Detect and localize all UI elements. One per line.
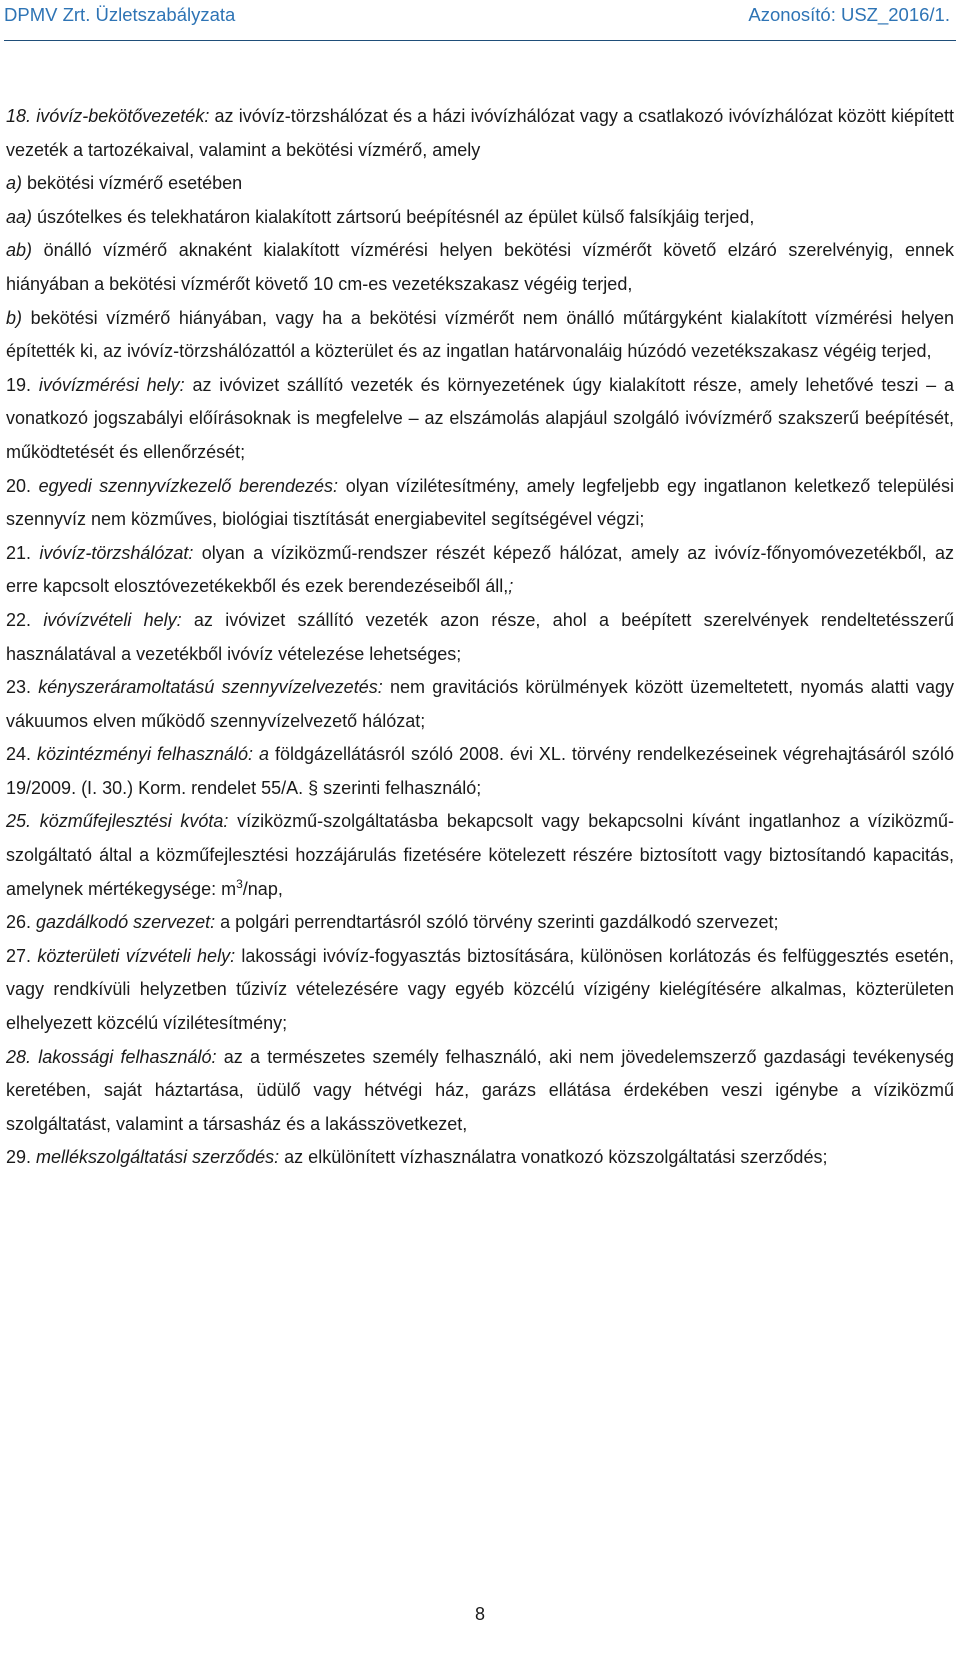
sub-label: a) bbox=[6, 173, 23, 194]
definition-term: ivóvízvételi hely: bbox=[43, 609, 182, 630]
definition-term: ivóvíz-bekötővezeték: bbox=[36, 106, 210, 126]
definition-18-a bbox=[6, 167, 954, 201]
definition-number: 27. bbox=[6, 945, 32, 966]
definition-term: egyedi szennyvízkezelő berendezés: bbox=[38, 475, 339, 496]
definition-number: 25. bbox=[6, 811, 32, 832]
sub-text: önálló vízmérő aknaként kialakított vízmérési helyen bekötési vízmérőt követő elzáró szerelvényig, ennek hiányában a bekötési vízmérőt követő 10 cm-es vezetékszakasz végéig terjed, bbox=[6, 240, 954, 294]
definition-term: ivóvízmérési hely: bbox=[38, 374, 185, 395]
definition-article: a bbox=[259, 744, 270, 765]
definition-text: lakossági ivóvíz-fogyasztás biztosítására, különösen korlátozás és felfüggesztés esetén, vagy rendkívüli helyzetben tűzivíz vételezésére vagy egyéb közcélú vízigény kielégítésére alkalmas, közterületen elhelyezett közcélú vízilétesítmény; bbox=[6, 945, 954, 1034]
definition-text: az elkülönített vízhasználatra vonatkozó közszolgáltatási szerződés; bbox=[284, 1147, 828, 1168]
definition-22 bbox=[6, 604, 954, 671]
definition-25 bbox=[6, 805, 954, 906]
definition-text: olyan vízilétesítmény, amely legfeljebb egy ingatlanon keletkező települési szennyvíz nem közműves, biológiai tisztítását energiabevitel segítségével végzi; bbox=[6, 475, 954, 530]
definition-term: közműfejlesztési kvóta: bbox=[39, 811, 229, 832]
definition-text: olyan a víziközmű-rendszer részét képező hálózat, amely az ivóvíz-főnyomóvezetékből, az erre kapcsolt elosztóvezetékekből és ezek berendezéseiből áll, bbox=[6, 542, 954, 597]
definition-number: 26. bbox=[6, 912, 32, 933]
page-header bbox=[4, 0, 956, 41]
definition-term: kényszeráramoltatású szennyvízelvezetés: bbox=[38, 677, 383, 698]
definition-term: közterületi vízvételi hely: bbox=[37, 945, 236, 966]
definition-18-b bbox=[6, 302, 954, 369]
definition-text: az ivóvizet szállító vezeték azon része, ahol a beépített szerelvények rendeltetésszerű használatával a vezetékből ivóvíz vételezése lehetséges; bbox=[6, 609, 954, 664]
definition-24 bbox=[6, 738, 954, 805]
definition-18 bbox=[6, 100, 954, 167]
definition-28 bbox=[6, 1041, 954, 1142]
definition-23 bbox=[6, 671, 954, 738]
sub-text: bekötési vízmérő hiányában, vagy ha a bekötési vízmérőt nem önálló műtárgyként kialakított vízmérési helyen építették ki, az ivóvíz-törzshálózattól a közterület és az ingatlan határvonaláig húzódó vezetékszakasz végéig terjed, bbox=[6, 307, 954, 362]
sub-text: úszótelkes és telekhatáron kialakított zártsorú beépítésnél az épület külső falsíkjáig terjed, bbox=[37, 206, 755, 227]
definition-text: a polgári perrendtartásról szóló törvény szerinti gazdálkodó szervezet; bbox=[220, 912, 779, 933]
definition-number: 23. bbox=[6, 677, 32, 698]
definition-text: az a természetes személy felhasználó, aki nem jövedelemszerző gazdasági tevékenység keretében, saját háztartása, üdülő vagy hétvégi ház, garázs ellátása érdekében veszi igénybe a víziközmű szolgáltatást, valamint a társasház és a lakásszövetkezet, bbox=[6, 1046, 954, 1134]
definition-text: az ivóvizet szállító vezeték és környezetének úgy kialakított része, amely lehetővé teszi – a vonatkozó jogszabályi előírásoknak is megfelelve – az elszámolás alapjául szolgáló ivóvízmérő szakszerű beépítését, működtetését és ellenőrzését; bbox=[6, 374, 954, 462]
definition-18-aa bbox=[6, 201, 954, 235]
definition-term: ivóvíz-törzshálózat: bbox=[39, 542, 194, 563]
sub-label: aa) bbox=[6, 206, 33, 227]
definition-number: 24. bbox=[6, 744, 32, 765]
definition-19 bbox=[6, 369, 954, 470]
definition-term: gazdálkodó szervezet: bbox=[36, 912, 216, 933]
definition-term: mellékszolgáltatási szerződés: bbox=[36, 1147, 280, 1168]
sub-text: bekötési vízmérő esetében bbox=[27, 173, 243, 194]
definition-21 bbox=[6, 537, 954, 604]
definition-number: 28. bbox=[6, 1046, 32, 1067]
definitions-body bbox=[6, 100, 954, 1175]
definition-number: 22. bbox=[6, 609, 32, 630]
definition-18-ab bbox=[6, 234, 954, 301]
definition-number: 19. bbox=[6, 374, 32, 395]
header-document-id: Azonosító: USZ_2016/1. bbox=[748, 4, 950, 25]
definition-20 bbox=[6, 470, 954, 537]
definition-27 bbox=[6, 940, 954, 1041]
header-title: DPMV Zrt. Üzletszabályzata bbox=[4, 4, 236, 25]
definition-text: az ivóvíz-törzshálózat és a házi ivóvízhálózat vagy a csatlakozó ivóvízhálózat között kiépített vezeték a tartozékaival, valamint a bekötési vízmérő, amely bbox=[6, 106, 954, 160]
definition-tail: /nap, bbox=[242, 878, 283, 899]
definition-tail: ; bbox=[508, 576, 514, 597]
sub-label: b) bbox=[6, 307, 23, 328]
page-number: 8 bbox=[474, 1604, 485, 1624]
definition-29 bbox=[6, 1141, 954, 1175]
definition-term: lakossági felhasználó: bbox=[38, 1046, 217, 1067]
definition-text: nem gravitációs körülmények között üzemeltetett, nyomás alatti vagy vákuumos elven működő szennyvízelvezető hálózat; bbox=[6, 677, 954, 731]
definition-number: 29. bbox=[6, 1147, 32, 1168]
unit-superscript: 3 bbox=[236, 876, 243, 891]
definition-term: közintézményi felhasználó: bbox=[36, 744, 254, 765]
definition-26 bbox=[6, 906, 954, 940]
definition-number: 18. bbox=[6, 106, 32, 126]
definition-text: földgázellátásról szóló 2008. évi XL. törvény rendelkezéseinek végrehajtásáról szóló 19/2009. (I. 30.) Korm. rendelet 55/A. § szerinti felhasználó; bbox=[6, 744, 954, 798]
definition-number: 21. bbox=[6, 542, 32, 563]
sub-label: ab) bbox=[6, 240, 33, 261]
definition-number: 20. bbox=[6, 475, 32, 496]
definition-text: víziközmű-szolgáltatásba bekapcsolt vagy bekapcsolni kívánt ingatlanhoz a víziközmű-szolgáltató által a közműfejlesztési hozzájárulás fizetésére kötelezett részére biztosított vagy biztosítandó kapacitás, amelynek mértékegysége: m bbox=[6, 811, 954, 899]
